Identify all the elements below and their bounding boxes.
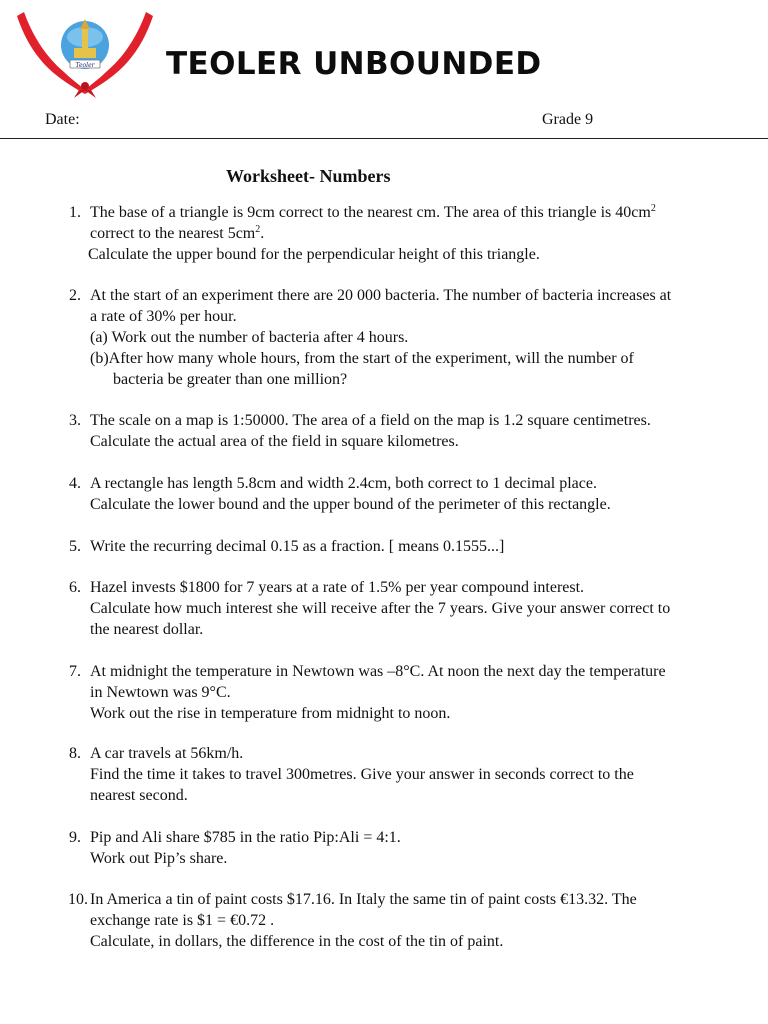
question-number: 9. [69, 829, 81, 846]
question-number: 10. [68, 891, 88, 908]
question-line: The scale on a map is 1:50000. The area of a field on the map is 1.2 square centimetres. [90, 412, 651, 429]
question-part-a: (a) Work out the number of bacteria after 4 hours. [90, 329, 409, 346]
question-line: A rectangle has length 5.8cm and width 2.4cm, both correct to 1 decimal place. [90, 475, 597, 492]
question-line: Calculate the actual area of the field in square kilometres. [90, 433, 459, 450]
question-number: 6. [69, 579, 81, 596]
question-line: in Newtown was 9°C. [90, 684, 231, 701]
brand-title: TEOLER UNBOUNDED [166, 46, 542, 82]
question-line: bacteria be greater than one million? [113, 371, 348, 388]
question-line: exchange rate is $1 = €0.72 . [90, 912, 275, 929]
date-label: Date: [45, 111, 80, 128]
teoler-logo [14, 10, 156, 100]
question-line: Calculate the lower bound and the upper bound of the perimeter of this rectangle. [90, 496, 611, 513]
header-divider [0, 138, 768, 139]
worksheet-title: Worksheet- Numbers [226, 166, 391, 186]
question-number: 5. [69, 538, 81, 555]
question-line: correct to the nearest $5cm^2$. [90, 224, 265, 242]
question-number: 2. [69, 287, 81, 304]
logo-caption: Teoler [75, 62, 95, 69]
question-number: 7. [69, 663, 81, 680]
question-line: Hazel invests $1800 for 7 years at a rate of 1.5% per year compound interest. [90, 579, 585, 596]
question-line: Calculate how much interest she will receive after the 7 years. Give your answer correct to [90, 600, 671, 617]
question-number: 8. [69, 745, 81, 762]
question-line: The base of a triangle is 9cm correct to the nearest cm. The area of this triangle is $40cm^2$ [90, 203, 656, 221]
question-line: In America a tin of paint costs $17.16. In Italy the same tin of paint costs €13.32. The [90, 891, 637, 908]
question-line: Calculate, in dollars, the difference in the cost of the tin of paint. [90, 933, 504, 950]
question-line: A car travels at 56km/h. [90, 745, 244, 762]
question-number: 4. [69, 475, 81, 492]
question-line: At the start of an experiment there are 20 000 bacteria. The number of bacteria increases at [90, 287, 672, 304]
question-line: Work out the rise in temperature from midnight to noon. [90, 705, 451, 722]
question-line: Find the time it takes to travel 300metres. Give your answer in seconds correct to the [90, 766, 634, 783]
question-line: Work out Pip’s share. [90, 850, 228, 867]
question-number: 3. [69, 412, 81, 429]
ribbon-knot [81, 82, 89, 90]
question-part-b: (b)After how many whole hours, from the start of the experiment, will the number of [90, 350, 634, 367]
question-line: nearest second. [90, 787, 188, 804]
grade-label: Grade 9 [542, 111, 594, 128]
question-line: Write the recurring decimal 0.15 as a fraction. [ means 0.1555...] [90, 538, 505, 555]
question-line: Calculate the upper bound for the perpendicular height of this triangle. [88, 246, 540, 263]
question-line: Pip and Ali share $785 in the ratio Pip:Ali = 4:1. [90, 829, 401, 846]
question-number: 1. [69, 204, 81, 221]
question-line: At midnight the temperature in Newtown was –8°C. At noon the next day the temperature [90, 663, 666, 680]
question-line: the nearest dollar. [90, 621, 204, 638]
question-line: a rate of 30% per hour. [90, 308, 237, 325]
